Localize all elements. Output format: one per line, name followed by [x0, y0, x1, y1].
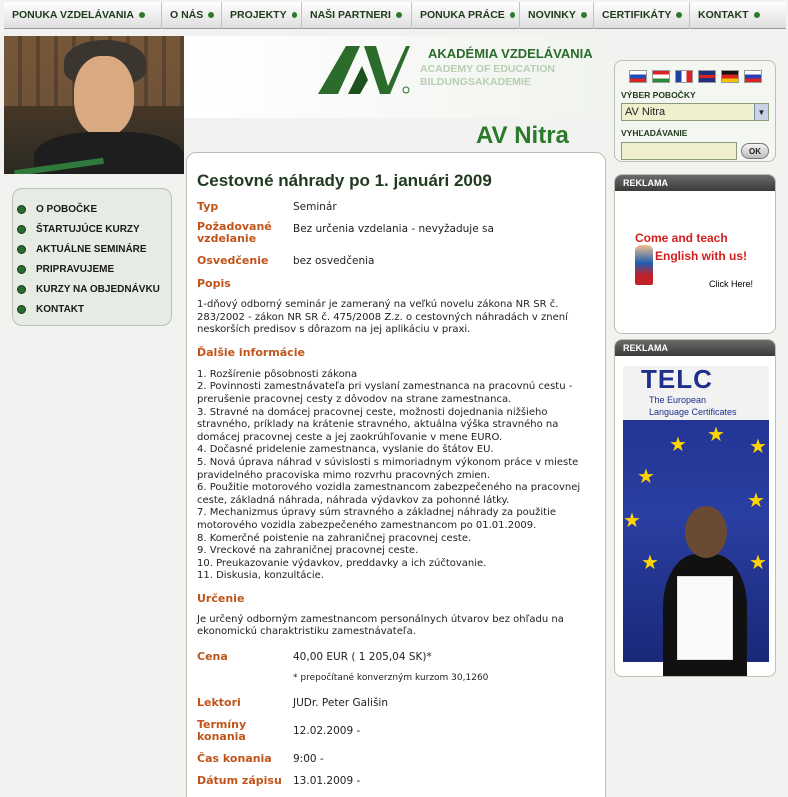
nav-kontakt[interactable]: KONTAKT: [690, 2, 782, 29]
cena-note-row: [197, 673, 595, 683]
field-value-terminy-konania: 12.02.2009 -: [293, 725, 361, 738]
star-icon: ★: [669, 432, 687, 456]
menu-item-startujuce-kurzy[interactable]: ŠTARTUJÚCE KURZY: [13, 219, 171, 239]
nav-nasi-partneri[interactable]: NAŠI PARTNERI: [302, 2, 412, 29]
star-icon: ★: [707, 422, 725, 446]
nav-novinky[interactable]: NOVINKY: [520, 2, 594, 29]
branch-select-label: VÝBER POBOČKY: [621, 90, 696, 100]
british-flag-icon[interactable]: [698, 70, 716, 83]
field-value-datum-zapisu: 13.01.2009 -: [293, 775, 361, 788]
field-terminy-konania: [197, 719, 595, 743]
face-shape: [74, 56, 134, 136]
star-icon: ★: [747, 488, 765, 512]
chevron-down-icon[interactable]: ▼: [754, 104, 768, 120]
field-value-osvedcenie: bez osvedčenia: [293, 255, 375, 267]
ad-subheadline: English with us!: [655, 249, 747, 263]
branch-title: AV Nitra: [476, 122, 569, 149]
nav-bullet-icon: [581, 12, 587, 18]
field-value-pozadovane-vzdelanie: Bez určenia vzdelania - nevyžaduje sa: [293, 223, 494, 235]
slovak-flag-icon[interactable]: [629, 70, 647, 83]
branch-select-value: AV Nitra: [625, 106, 666, 118]
ad-click-link[interactable]: Click Here!: [709, 279, 754, 289]
field-label-cas-konania: Čas konania: [197, 752, 272, 766]
ad-header: REKLAMA: [615, 340, 775, 356]
teacher-figure-icon: [635, 245, 653, 285]
branch-panel: [614, 60, 776, 162]
menu-bullet-icon: [17, 205, 26, 214]
nav-ponuka-prace[interactable]: PONUKA PRÁCE: [412, 2, 520, 29]
logo-title-sk: AKADÉMIA VZDELÁVANIA: [428, 46, 593, 61]
section-heading-dalsie-informacie: Ďalšie informácie: [197, 345, 305, 359]
popis-text: 1-dňový odborný seminár je zameraný na veľkú novelu zákona NR SR č. 283/2002 - zákon NR SR č. 475/2008 Z.z. o cestovných náhradách v znení neskorších predisov s dôrazom na jej aplikáciu v praxi.: [197, 299, 568, 336]
left-menu: [12, 188, 172, 326]
field-label-typ: Typ: [197, 200, 219, 213]
field-osvedcenie: [197, 255, 595, 267]
menu-bullet-icon: [17, 285, 26, 294]
telc-advertisement-panel: [614, 339, 776, 677]
ad-headline: Come and teach: [635, 231, 728, 245]
person-holding-certificate: [663, 506, 747, 677]
nav-bullet-icon: [208, 12, 214, 18]
field-label-cena: Cena: [197, 650, 228, 664]
field-value-cas-konania: 9:00 -: [293, 753, 324, 766]
menu-bullet-icon: [17, 265, 26, 274]
telc-subtitle: The European Language Certificates: [649, 395, 737, 417]
menu-bullet-icon: [17, 245, 26, 254]
nav-bullet-icon: [676, 12, 682, 18]
field-value-cena: 40,00 EUR ( 1 205,04 SK)*: [293, 651, 432, 664]
nav-bullet-icon: [139, 12, 145, 18]
star-icon: ★: [623, 508, 641, 532]
nav-bullet-icon: [396, 12, 402, 18]
urcenie-text: Je určený odborným zamestnancom personálnych útvarov bez ohľadu na ekonomickú charaktristiku zamestnávateľa.: [197, 613, 564, 638]
nav-bullet-icon: [510, 12, 515, 18]
star-icon: ★: [749, 550, 767, 574]
star-icon: ★: [641, 550, 659, 574]
nav-bullet-icon: [292, 12, 297, 18]
russian-flag-icon[interactable]: [744, 70, 762, 83]
menu-item-pripravujeme[interactable]: PRIPRAVUJEME: [13, 259, 171, 279]
field-pozadovane-vzdelanie: [197, 221, 595, 245]
search-input[interactable]: [621, 142, 737, 160]
field-value-lektori: JUDr. Peter Gališin: [293, 697, 388, 710]
branch-select[interactable]: [621, 103, 769, 121]
teach-english-banner[interactable]: [635, 231, 755, 293]
person-head: [685, 506, 727, 558]
av-logo-icon[interactable]: [318, 46, 410, 94]
star-icon: ★: [749, 434, 767, 458]
search-ok-button[interactable]: OK: [741, 143, 769, 159]
field-cas-konania: [197, 753, 595, 765]
top-navigation: [4, 2, 786, 29]
field-label-terminy-konania: Termíny konania: [197, 718, 247, 744]
menu-item-o-pobocke[interactable]: O POBOČKE: [13, 199, 171, 219]
field-typ: [197, 201, 595, 213]
field-lektori: [197, 697, 595, 709]
field-datum-zapisu: [197, 775, 595, 787]
nav-ponuka-vzdelavania[interactable]: PONUKA VZDELÁVANIA: [4, 2, 162, 29]
field-label-osvedcenie: Osvedčenie: [197, 254, 269, 267]
ad-header: REKLAMA: [615, 175, 775, 191]
header-photo: [4, 36, 184, 174]
menu-item-aktualne-seminare[interactable]: AKTUÁLNE SEMINÁRE: [13, 239, 171, 259]
french-flag-icon[interactable]: [675, 70, 693, 83]
telc-logo-text: TELC: [641, 364, 713, 394]
field-label-pozadovane-vzdelanie: Požadované vzdelanie: [197, 220, 272, 245]
nav-certifikaty[interactable]: CERTIFIKÁTY: [594, 2, 690, 29]
german-flag-icon[interactable]: [721, 70, 739, 83]
menu-bullet-icon: [17, 305, 26, 314]
field-label-lektori: Lektori: [197, 696, 241, 710]
logo-title-en: ACADEMY OF EDUCATION: [420, 63, 555, 75]
logo-title-de: BILDUNGSAKADEMIE: [420, 76, 531, 88]
nav-o-nas[interactable]: O NÁS: [162, 2, 222, 29]
page-title: Cestovné náhrady po 1. januári 2009: [197, 171, 492, 190]
telc-banner[interactable]: [623, 366, 769, 662]
nav-bullet-icon: [754, 12, 760, 18]
field-value-typ: Seminár: [293, 201, 337, 213]
certificate-icon: [677, 576, 733, 660]
star-icon: ★: [637, 464, 655, 488]
search-row: [621, 142, 769, 160]
language-flags: [621, 70, 769, 83]
menu-item-kontakt[interactable]: KONTAKT: [13, 299, 171, 319]
menu-bullet-icon: [17, 225, 26, 234]
field-cena: [197, 651, 595, 663]
section-heading-urcenie: Určenie: [197, 591, 245, 605]
menu-item-kurzy-na-objednavku[interactable]: KURZY NA OBJEDNÁVKU: [13, 279, 171, 299]
main-content: [186, 152, 606, 797]
dalsie-informacie-list: 1. Rozšírenie pôsobnosti zákona 2. Povinnosti zamestnávateľa pri vyslaní zamestnanca na pracovnú cestu - prerušenie pracovnej cesty z dôvodov na strane zamestnanca. 3. Stravné na domácej pracovnej ceste, možnosti dojednania nižšieho stravného, príklady na krátenie stravného, aktuálna výška stravného na domácej pracovnej ceste a jej zaokrúhľovanie v mene EURO. 4. Dočasné pridelenie zamestnanca, vyslanie do štátov EU. 5. Nová úprava náhrad v súvislosti s mimoriadnym výkonom práce v mieste pravidelného pracoviska mimo rozvrhu pracovných zmien. 6. Použitie motorového vozidla zamestnancom zabezpečeného na pracovnej ceste, základná náhrada, náhrada výdavkov za pohonné látky. 7. Mechanizmus úpravy súm stravného a základnej náhrady za použitie motorového vozidla zabezpečeného zamestnancom po 01.01.2009. 8. Komerčné poistenie na zahraničnej pracovnej ceste. 9. Vreckové na zahraničnej pracovnej ceste. 10. Preukazovanie výdavkov, preddavky a ich zúčtovanie. 11. Diskusia, konzultácie.: [197, 368, 581, 582]
nav-projekty[interactable]: PROJEKTY: [222, 2, 302, 29]
search-label: VYHĽADÁVANIE: [621, 128, 688, 138]
field-label-datum-zapisu: Dátum zápisu: [197, 774, 282, 788]
hungarian-flag-icon[interactable]: [652, 70, 670, 83]
cena-note: * prepočítané konverzným kurzom 30,1260: [293, 673, 489, 684]
advertisement-panel: [614, 174, 776, 334]
section-heading-popis: Popis: [197, 277, 231, 290]
